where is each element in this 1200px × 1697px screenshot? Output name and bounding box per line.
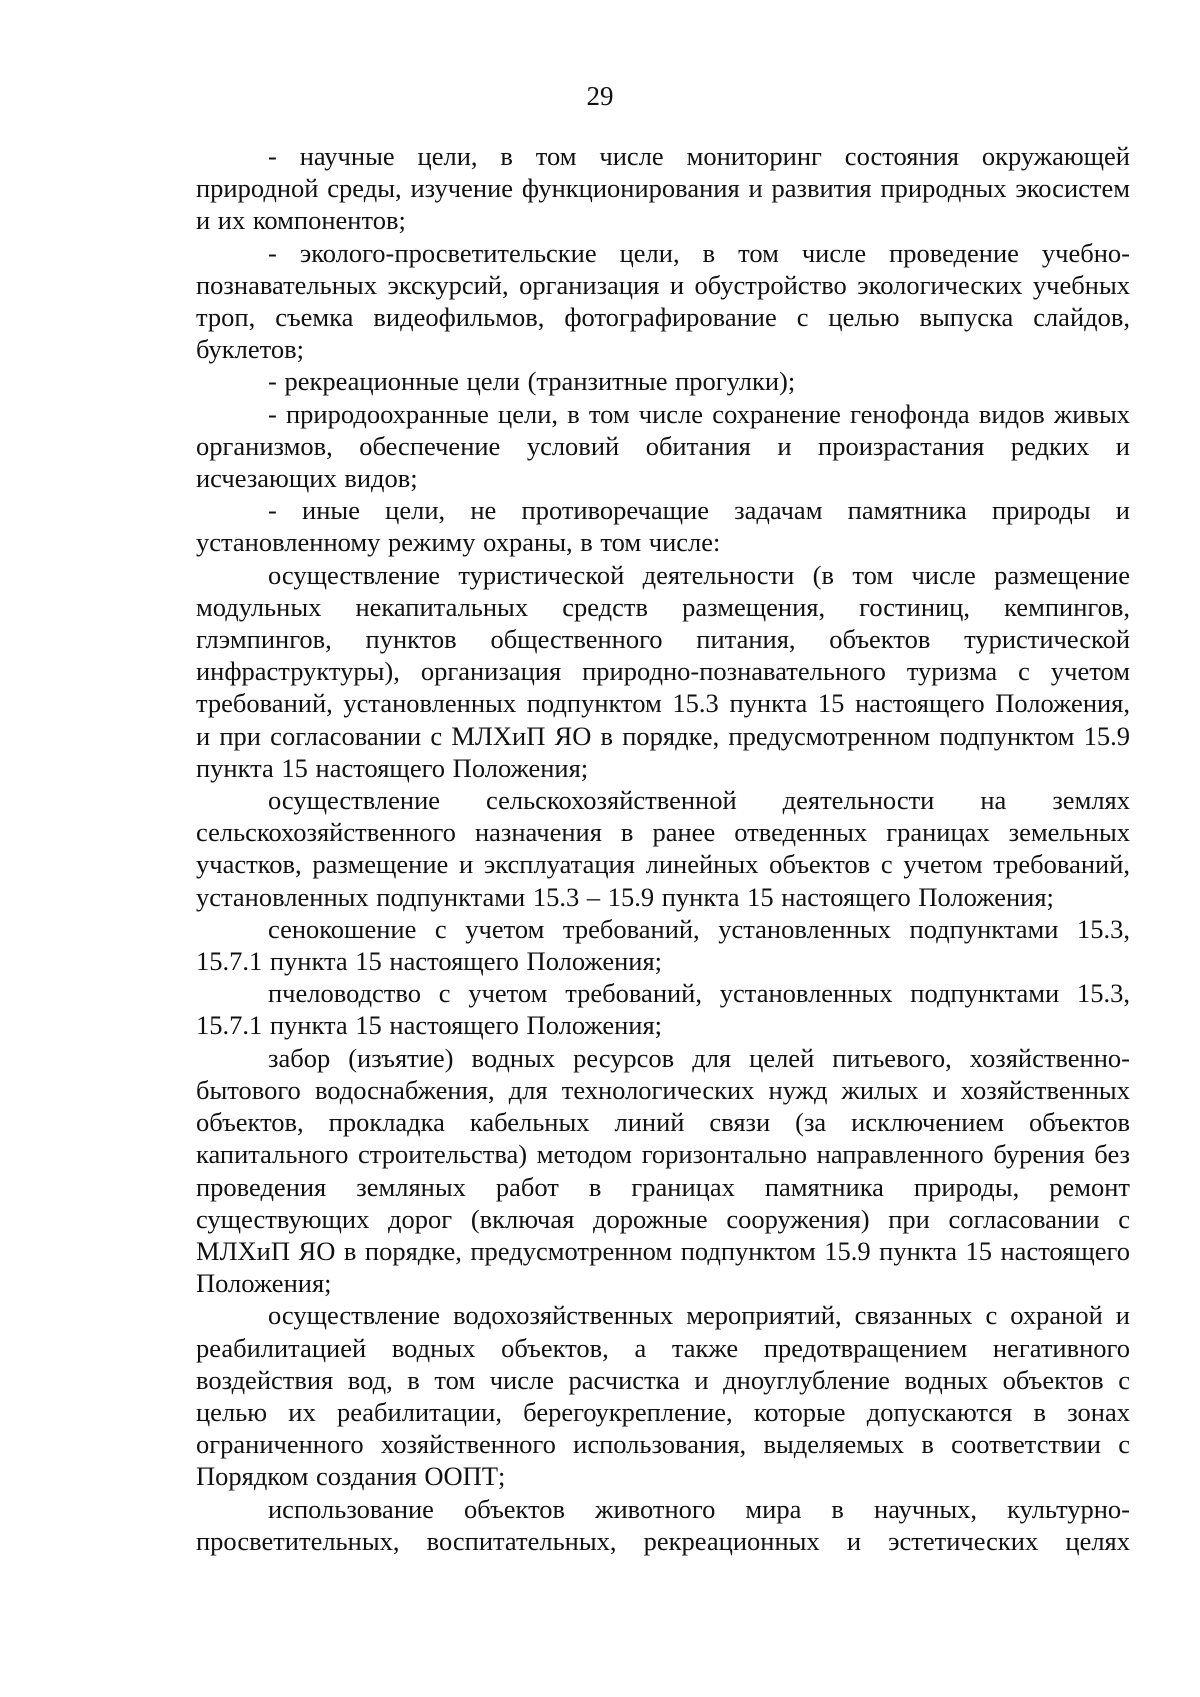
paragraph-water-intake: забор (изъятие) водных ресурсов для целей питьевого, хозяйственно-бытового водоснабжения, для технологических нужд жилых и хозяйственных объектов, прокладка кабельных линий связи (за исключением объектов капитального строительства) методом горизонтально направленного бурения без проведения земляных работ в границах памятника природы, ремонт существующих дорог (включая дорожные сооружения) при согласовании с МЛХиП ЯО в порядке, предусмотренном подпунктом 15.9 пункта 15 настоящего Положения; <box>196 1042 1130 1299</box>
paragraph-agricultural-activity: осуществление сельскохозяйственной деятельности на землях сельскохозяйственного назначения в ранее отведенных границах земельных участков, размещение и эксплуатация линейных объектов с учетом требований, установленных подпунктами 15.3 – 15.9 пункта 15 настоящего Положения; <box>196 785 1130 912</box>
paragraph-scientific-goals: - научные цели, в том числе мониторинг состояния окружающей природной среды, изучение функционирования и развития природных экосистем и их компонентов; <box>196 141 1130 236</box>
paragraph-tourism-activity: осуществление туристической деятельности (в том числе размещение модульных некапитальных средств размещения, гостиниц, кемпингов, глэмпингов, пунктов общественного питания, объектов туристической инфраструктуры), организация природно-познавательного туризма с учетом требований, установленных подпунктом 15.3 пункта 15 настоящего Положения, и при согласовании с МЛХиП ЯО в порядке, предусмотренном подпунктом 15.9 пункта 15 настоящего Положения; <box>196 559 1130 783</box>
paragraph-water-management: осуществление водохозяйственных мероприятий, связанных с охраной и реабилитацией водных объектов, а также предотвращением негативного воздействия вод, в том числе расчистка и дноуглубление водных объектов с целью их реабилитации, берегоукрепление, которые допускаются в зонах ограниченного хозяйственного использования, выделяемых в соответствии с Порядком создания ООПТ; <box>196 1300 1130 1492</box>
paragraph-recreational-goals: - рекреационные цели (транзитные прогулки); <box>268 366 796 397</box>
paragraph-haymaking: сенокошение с учетом требований, установленных подпунктами 15.3, 15.7.1 пункта 15 настоящего Положения; <box>196 913 1130 977</box>
paragraph-wildlife-use: использование объектов животного мира в научных, культурно-просветительных, воспитательных, рекреационных и эстетических целях <box>196 1493 1130 1556</box>
paragraph-eco-educational-goals: - эколого-просветительские цели, в том числе проведение учебно-познавательных экскурсий, организация и обустройство экологических учебных троп, съемка видеофильмов, фотографирование с целью выпуска слайдов, буклетов; <box>196 237 1130 365</box>
paragraph-beekeeping: пчеловодство с учетом требований, установленных подпунктами 15.3, 15.7.1 пункта 15 настоящего Положения; <box>196 978 1130 1041</box>
document-body <box>196 140 1130 1557</box>
paragraph-conservation-goals: - природоохранные цели, в том числе сохранение генофонда видов живых организмов, обеспечение условий обитания и произрастания редких и исчезающих видов; <box>196 398 1130 494</box>
paragraph-other-goals: - иные цели, не противоречащие задачам памятника природы и установленному режиму охраны, в том числе: <box>196 495 1130 558</box>
page-number: 29 <box>586 81 614 111</box>
